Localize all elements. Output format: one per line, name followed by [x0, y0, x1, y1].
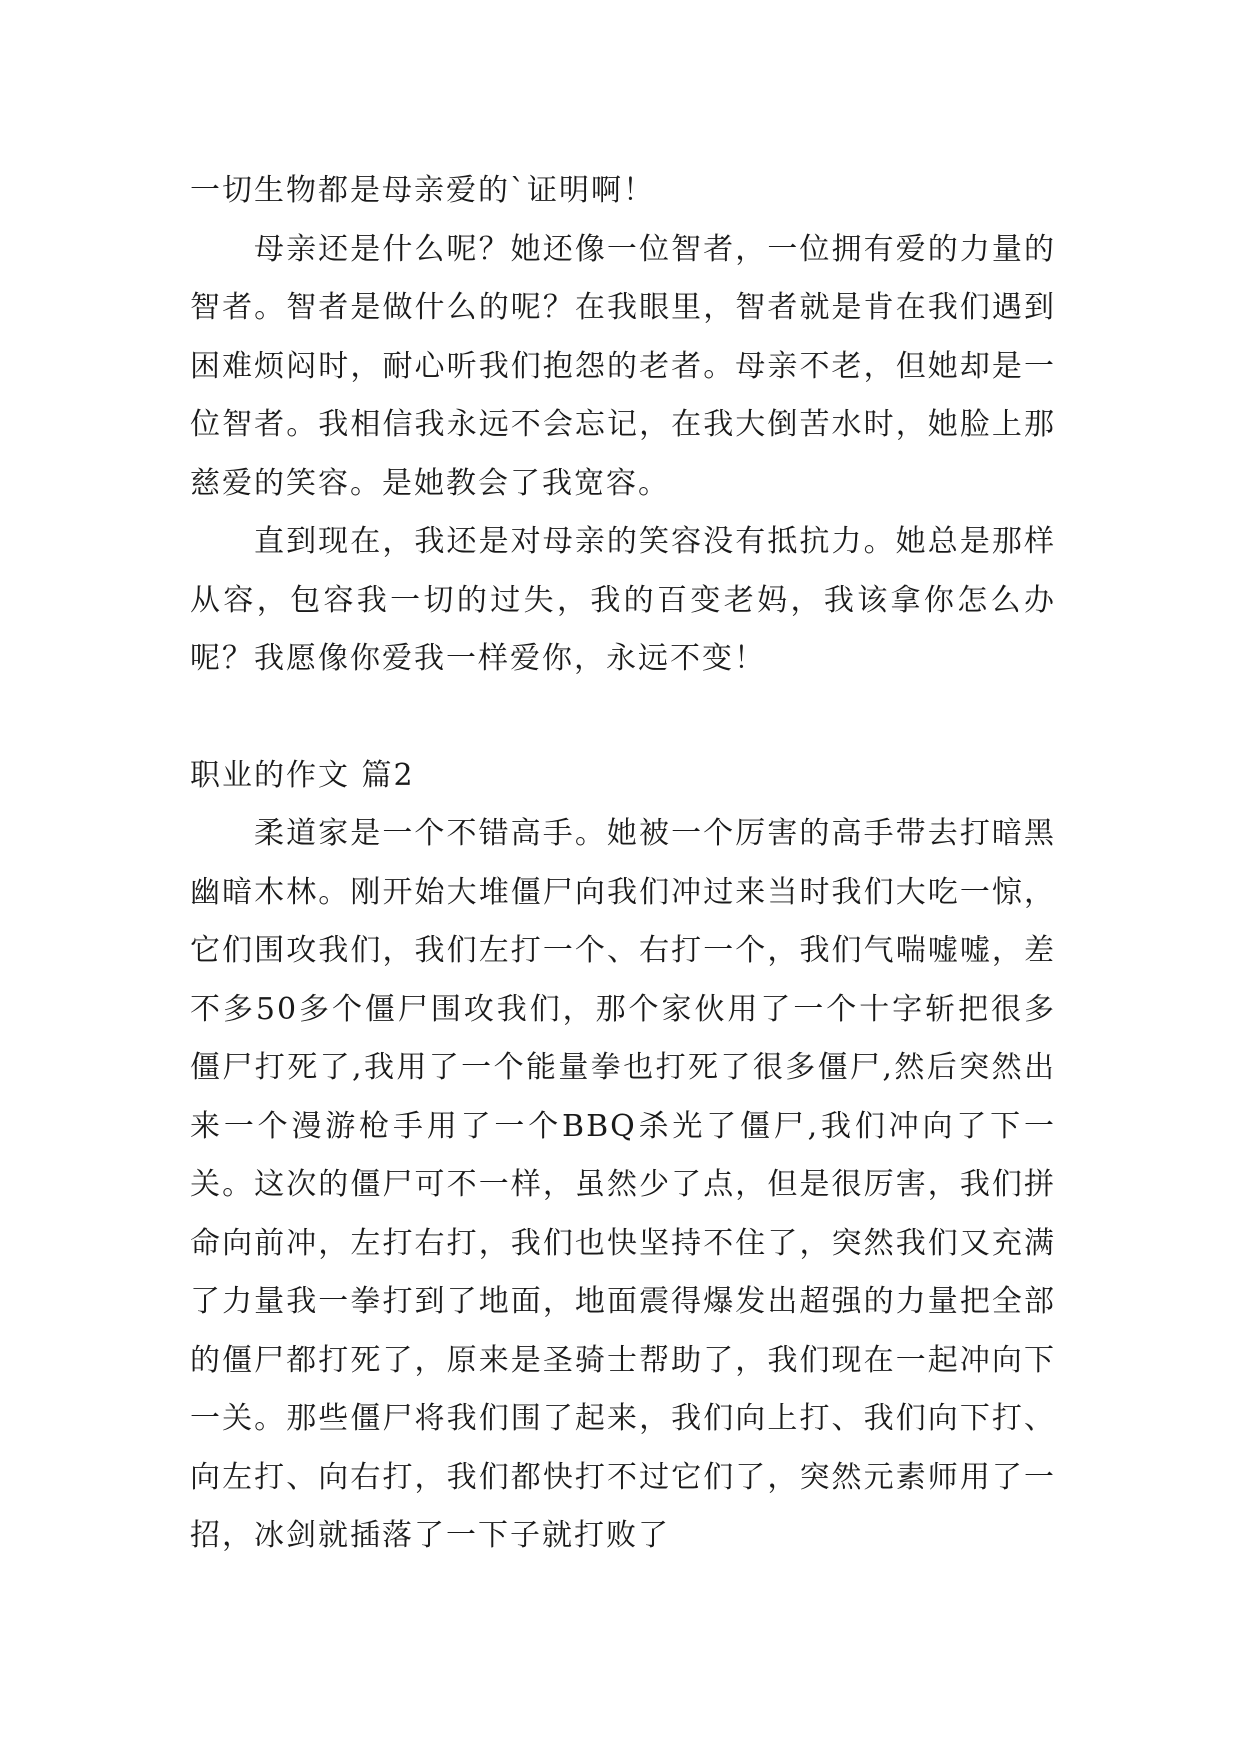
document-body — [190, 162, 1056, 1566]
paragraph-mother-wise: 母亲还是什么呢？她还像一位智者，一位拥有爱的力量的智者。智者是做什么的呢？在我眼里，智者就是肯在我们遇到困难烦闷时，耐心听我们抱怨的老者。母亲不老，但她却是一位智者。我相信我永远不会忘记，在我大倒苦水时，她脸上那慈爱的笑容。是她教会了我宽容。 — [190, 231, 1056, 501]
paragraph-game-story: 柔道家是一个不错高手。她被一个厉害的高手带去打暗黑幽暗木林。刚开始大堆僵尸向我们冲过来当时我们大吃一惊，它们围攻我们，我们左打一个、右打一个，我们气喘嘘嘘，差不多50多个僵尸围攻我们，那个家伙用了一个十字斩把很多僵尸打死了,我用了一个能量拳也打死了很多僵尸,然后突然出来一个漫游枪手用了一个BBQ杀光了僵尸,我们冲向了下一关。这次的僵尸可不一样，虽然少了点，但是很厉害，我们拼命向前冲，左打右打，我们也快坚持不住了，突然我们又充满了力量我一拳打到了地面，地面震得爆发出超强的力量把全部的僵尸都打死了，原来是圣骑士帮助了，我们现在一起冲向下一关。那些僵尸将我们围了起来，我们向上打、我们向下打、向左打、向右打，我们都快打不过它们了，突然元素师用了一招，冰剑就插落了一下子就打败了 — [190, 816, 1056, 1553]
paragraph-continuation: 一切生物都是母亲爱的`证明啊！ — [190, 173, 655, 208]
paragraph-mother-smile: 直到现在，我还是对母亲的笑容没有抵抗力。她总是那样从容，包容我一切的过失，我的百变老妈，我该拿你怎么办呢？我愿像你爱我一样爱你，永远不变！ — [190, 524, 1056, 676]
section-title: 职业的作文 篇2 — [190, 757, 415, 793]
